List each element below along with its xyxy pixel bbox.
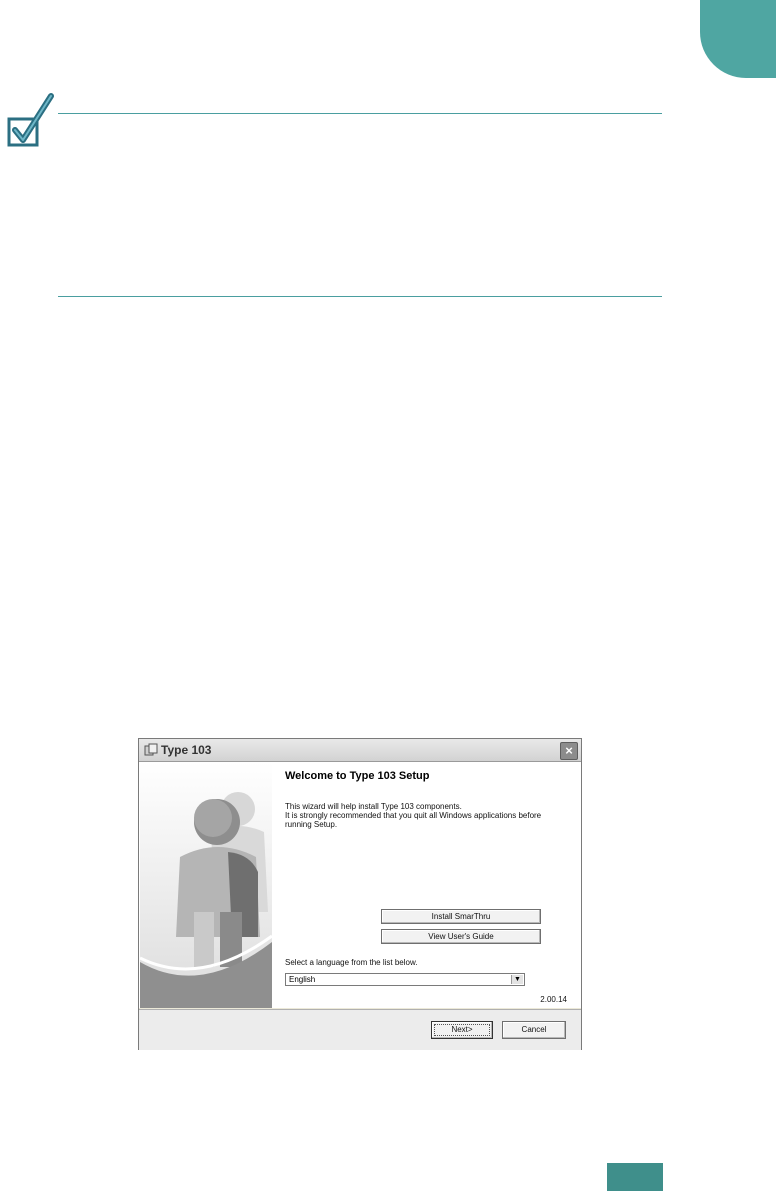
setup-dialog	[138, 738, 582, 1050]
next-button[interactable]: Next>	[431, 1021, 493, 1039]
wizard-main-panel	[285, 762, 575, 1008]
checkmark-note-icon	[6, 92, 54, 158]
note-bottom-rule	[58, 296, 662, 297]
page-number-badge	[607, 1163, 663, 1191]
dialog-title: Type 103	[161, 743, 212, 757]
view-users-guide-button[interactable]: View User's Guide	[381, 929, 541, 944]
description-line: It is strongly recommended that you quit all Windows applications before	[285, 811, 542, 820]
cancel-button[interactable]: Cancel	[502, 1021, 566, 1039]
title-bar[interactable]	[139, 739, 581, 762]
language-selected-value: English	[289, 975, 316, 984]
description-line: running Setup.	[285, 820, 338, 829]
dialog-content	[139, 762, 581, 1008]
install-smartthru-button[interactable]: Install SmarThru	[381, 909, 541, 924]
description-line: This wizard will help install Type 103 components.	[285, 802, 462, 811]
wizard-banner-image	[140, 762, 272, 1008]
language-label: Select a language from the list below.	[285, 958, 418, 967]
setup-app-icon	[144, 743, 158, 757]
close-icon: ×	[565, 743, 573, 758]
language-select[interactable]	[285, 973, 525, 986]
dialog-footer	[139, 1009, 581, 1050]
chapter-tab	[700, 0, 776, 78]
note-top-rule	[58, 113, 662, 114]
version-label: 2.00.14	[540, 995, 567, 1004]
chevron-down-icon[interactable]: ▼	[511, 975, 523, 984]
description	[285, 802, 570, 829]
close-button[interactable]	[560, 742, 578, 760]
welcome-heading: Welcome to Type 103 Setup	[285, 770, 430, 782]
